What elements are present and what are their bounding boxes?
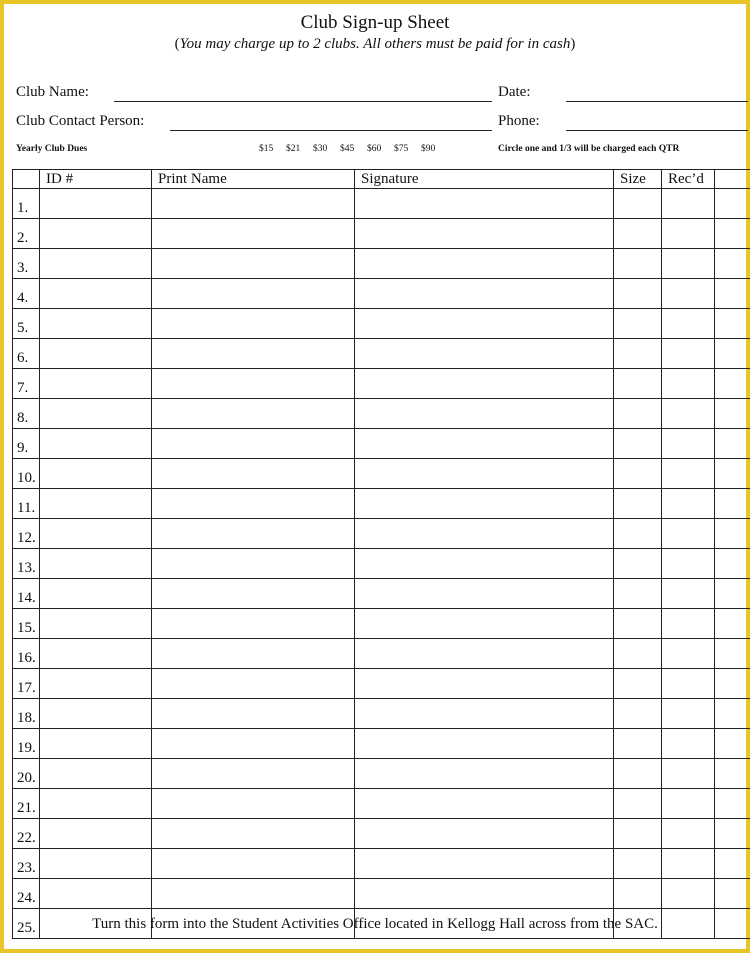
id-cell[interactable] bbox=[40, 489, 152, 519]
extra-cell[interactable] bbox=[715, 489, 750, 519]
received-cell[interactable] bbox=[662, 339, 715, 369]
contact-person-field[interactable] bbox=[170, 130, 492, 131]
received-cell[interactable] bbox=[662, 879, 715, 909]
signature-cell[interactable] bbox=[355, 219, 614, 249]
id-cell[interactable] bbox=[40, 549, 152, 579]
header-extra bbox=[715, 170, 750, 189]
size-cell[interactable] bbox=[614, 519, 662, 549]
signature-cell[interactable] bbox=[355, 489, 614, 519]
row-number: 21. bbox=[13, 789, 40, 819]
id-cell[interactable] bbox=[40, 249, 152, 279]
received-cell[interactable] bbox=[662, 189, 715, 219]
yearly-dues-label: Yearly Club Dues bbox=[16, 144, 88, 154]
signature-cell[interactable] bbox=[355, 639, 614, 669]
row-number: 6. bbox=[13, 339, 40, 369]
print-name-cell[interactable] bbox=[152, 249, 355, 279]
id-cell[interactable] bbox=[40, 219, 152, 249]
received-cell[interactable] bbox=[662, 309, 715, 339]
row-number: 16. bbox=[13, 639, 40, 669]
date-label: Date: bbox=[498, 84, 531, 100]
signature-cell[interactable] bbox=[355, 429, 614, 459]
print-name-cell[interactable] bbox=[152, 729, 355, 759]
table-row bbox=[13, 759, 750, 789]
extra-cell[interactable] bbox=[715, 699, 750, 729]
signature-cell[interactable] bbox=[355, 309, 614, 339]
dues-option[interactable]: $90 bbox=[421, 144, 436, 154]
extra-cell[interactable] bbox=[715, 609, 750, 639]
signup-table bbox=[12, 169, 750, 939]
print-name-cell[interactable] bbox=[152, 759, 355, 789]
received-cell[interactable] bbox=[662, 249, 715, 279]
row-number: 18. bbox=[13, 699, 40, 729]
table-header-row bbox=[13, 170, 750, 189]
row-number: 17. bbox=[13, 669, 40, 699]
row-number: 24. bbox=[13, 879, 40, 909]
size-cell[interactable] bbox=[614, 849, 662, 879]
id-cell[interactable] bbox=[40, 309, 152, 339]
print-name-cell[interactable] bbox=[152, 459, 355, 489]
table-row bbox=[13, 339, 750, 369]
size-cell[interactable] bbox=[614, 819, 662, 849]
size-cell[interactable] bbox=[614, 579, 662, 609]
dues-options bbox=[259, 144, 448, 154]
size-cell[interactable] bbox=[614, 279, 662, 309]
size-cell[interactable] bbox=[614, 639, 662, 669]
id-cell[interactable] bbox=[40, 339, 152, 369]
size-cell[interactable] bbox=[614, 249, 662, 279]
club-name-field[interactable] bbox=[114, 101, 492, 102]
id-cell[interactable] bbox=[40, 789, 152, 819]
row-number: 7. bbox=[13, 369, 40, 399]
signature-cell[interactable] bbox=[355, 279, 614, 309]
size-cell[interactable] bbox=[614, 339, 662, 369]
row-number: 10. bbox=[13, 459, 40, 489]
table-row bbox=[13, 459, 750, 489]
received-cell[interactable] bbox=[662, 279, 715, 309]
dues-option[interactable]: $45 bbox=[340, 144, 355, 154]
header-row-number bbox=[13, 170, 40, 189]
id-cell[interactable] bbox=[40, 279, 152, 309]
extra-cell[interactable] bbox=[715, 669, 750, 699]
print-name-cell[interactable] bbox=[152, 579, 355, 609]
id-cell[interactable] bbox=[40, 729, 152, 759]
table-row bbox=[13, 219, 750, 249]
signature-cell[interactable] bbox=[355, 369, 614, 399]
table-row bbox=[13, 189, 750, 219]
received-cell[interactable] bbox=[662, 729, 715, 759]
size-cell[interactable] bbox=[614, 189, 662, 219]
print-name-cell[interactable] bbox=[152, 609, 355, 639]
id-cell[interactable] bbox=[40, 189, 152, 219]
extra-cell[interactable] bbox=[715, 579, 750, 609]
print-name-cell[interactable] bbox=[152, 519, 355, 549]
table-row bbox=[13, 879, 750, 909]
print-name-cell[interactable] bbox=[152, 639, 355, 669]
club-name-label: Club Name: bbox=[16, 84, 89, 100]
size-cell[interactable] bbox=[614, 369, 662, 399]
signature-cell[interactable] bbox=[355, 729, 614, 759]
subtitle-open-paren: ( bbox=[174, 36, 180, 52]
signature-cell[interactable] bbox=[355, 609, 614, 639]
signature-cell[interactable] bbox=[355, 339, 614, 369]
row-number: 1. bbox=[13, 189, 40, 219]
header-print-name: Print Name bbox=[152, 170, 355, 189]
row-number: 14. bbox=[13, 579, 40, 609]
footer-instructions: Turn this form into the Student Activities Office located in Kellogg Hall across from the SAC. bbox=[92, 916, 658, 932]
row-number: 4. bbox=[13, 279, 40, 309]
extra-cell[interactable] bbox=[715, 729, 750, 759]
received-cell[interactable] bbox=[662, 459, 715, 489]
print-name-cell[interactable] bbox=[152, 219, 355, 249]
extra-cell[interactable] bbox=[715, 339, 750, 369]
table-row bbox=[13, 639, 750, 669]
page-title: Club Sign-up Sheet bbox=[300, 12, 450, 33]
received-cell[interactable] bbox=[662, 789, 715, 819]
date-field[interactable] bbox=[566, 101, 748, 102]
table-row bbox=[13, 699, 750, 729]
received-cell[interactable] bbox=[662, 489, 715, 519]
extra-cell[interactable] bbox=[715, 789, 750, 819]
header-signature: Signature bbox=[355, 170, 614, 189]
extra-cell[interactable] bbox=[715, 519, 750, 549]
table-row bbox=[13, 399, 750, 429]
received-cell[interactable] bbox=[662, 639, 715, 669]
size-cell[interactable] bbox=[614, 609, 662, 639]
table-row bbox=[13, 819, 750, 849]
print-name-cell[interactable] bbox=[152, 369, 355, 399]
size-cell[interactable] bbox=[614, 759, 662, 789]
size-cell[interactable] bbox=[614, 459, 662, 489]
received-cell[interactable] bbox=[662, 219, 715, 249]
row-number: 15. bbox=[13, 609, 40, 639]
received-cell[interactable] bbox=[662, 759, 715, 789]
signature-cell[interactable] bbox=[355, 669, 614, 699]
row-number: 2. bbox=[13, 219, 40, 249]
extra-cell[interactable] bbox=[715, 639, 750, 669]
phone-field[interactable] bbox=[566, 130, 748, 131]
page-subtitle bbox=[4, 36, 746, 53]
signature-cell[interactable] bbox=[355, 189, 614, 219]
print-name-cell[interactable] bbox=[152, 669, 355, 699]
size-cell[interactable] bbox=[614, 219, 662, 249]
signature-cell[interactable] bbox=[355, 399, 614, 429]
dues-note: Circle one and 1/3 will be charged each QTR bbox=[498, 144, 680, 154]
row-number: 19. bbox=[13, 729, 40, 759]
extra-cell[interactable] bbox=[715, 459, 750, 489]
row-number: 23. bbox=[13, 849, 40, 879]
signature-cell[interactable] bbox=[355, 519, 614, 549]
extra-cell[interactable] bbox=[715, 819, 750, 849]
phone-label: Phone: bbox=[498, 113, 540, 129]
signature-cell[interactable] bbox=[355, 699, 614, 729]
received-cell[interactable] bbox=[662, 579, 715, 609]
extra-cell[interactable] bbox=[715, 249, 750, 279]
received-cell[interactable] bbox=[662, 549, 715, 579]
signature-cell[interactable] bbox=[355, 849, 614, 879]
size-cell[interactable] bbox=[614, 429, 662, 459]
dues-option[interactable]: $30 bbox=[313, 144, 328, 154]
size-cell[interactable] bbox=[614, 309, 662, 339]
header-size: Size bbox=[614, 170, 662, 189]
extra-cell[interactable] bbox=[715, 219, 750, 249]
row-number: 9. bbox=[13, 429, 40, 459]
dues-option[interactable]: $75 bbox=[394, 144, 409, 154]
print-name-cell[interactable] bbox=[152, 189, 355, 219]
id-cell[interactable] bbox=[40, 639, 152, 669]
extra-cell[interactable] bbox=[715, 549, 750, 579]
table-row bbox=[13, 429, 750, 459]
size-cell[interactable] bbox=[614, 729, 662, 759]
row-number: 20. bbox=[13, 759, 40, 789]
print-name-cell[interactable] bbox=[152, 489, 355, 519]
header-id: ID # bbox=[40, 170, 152, 189]
table-row bbox=[13, 279, 750, 309]
table-row bbox=[13, 549, 750, 579]
id-cell[interactable] bbox=[40, 579, 152, 609]
extra-cell[interactable] bbox=[715, 189, 750, 219]
size-cell[interactable] bbox=[614, 789, 662, 819]
contact-person-label: Club Contact Person: bbox=[16, 113, 145, 129]
received-cell[interactable] bbox=[662, 669, 715, 699]
signature-cell[interactable] bbox=[355, 459, 614, 489]
id-cell[interactable] bbox=[40, 819, 152, 849]
table-row bbox=[13, 489, 750, 519]
extra-cell[interactable] bbox=[715, 399, 750, 429]
received-cell[interactable] bbox=[662, 429, 715, 459]
print-name-cell[interactable] bbox=[152, 789, 355, 819]
id-cell[interactable] bbox=[40, 399, 152, 429]
received-cell[interactable] bbox=[662, 609, 715, 639]
extra-cell[interactable] bbox=[715, 279, 750, 309]
id-cell[interactable] bbox=[40, 759, 152, 789]
table-row bbox=[13, 309, 750, 339]
received-cell[interactable] bbox=[662, 699, 715, 729]
received-cell[interactable] bbox=[662, 819, 715, 849]
size-cell[interactable] bbox=[614, 669, 662, 699]
received-cell[interactable] bbox=[662, 519, 715, 549]
size-cell[interactable] bbox=[614, 489, 662, 519]
received-cell[interactable] bbox=[662, 399, 715, 429]
dues-option[interactable]: $21 bbox=[286, 144, 301, 154]
print-name-cell[interactable] bbox=[152, 699, 355, 729]
received-cell[interactable] bbox=[662, 369, 715, 399]
extra-cell[interactable] bbox=[715, 849, 750, 879]
signature-cell[interactable] bbox=[355, 579, 614, 609]
extra-cell[interactable] bbox=[715, 759, 750, 789]
row-number: 22. bbox=[13, 819, 40, 849]
subtitle-close-paren: ) bbox=[570, 36, 576, 52]
print-name-cell[interactable] bbox=[152, 849, 355, 879]
extra-cell[interactable] bbox=[715, 309, 750, 339]
print-name-cell[interactable] bbox=[152, 339, 355, 369]
row-number: 5. bbox=[13, 309, 40, 339]
table-body bbox=[13, 189, 750, 939]
id-cell[interactable] bbox=[40, 879, 152, 909]
size-cell[interactable] bbox=[614, 699, 662, 729]
id-cell[interactable] bbox=[40, 699, 152, 729]
row-number: 3. bbox=[13, 249, 40, 279]
print-name-cell[interactable] bbox=[152, 879, 355, 909]
print-name-cell[interactable] bbox=[152, 279, 355, 309]
table-row bbox=[13, 849, 750, 879]
row-number: 8. bbox=[13, 399, 40, 429]
id-cell[interactable] bbox=[40, 669, 152, 699]
id-cell[interactable] bbox=[40, 519, 152, 549]
signature-cell[interactable] bbox=[355, 879, 614, 909]
dues-option[interactable]: $60 bbox=[367, 144, 382, 154]
table-row bbox=[13, 369, 750, 399]
print-name-cell[interactable] bbox=[152, 819, 355, 849]
signature-cell[interactable] bbox=[355, 789, 614, 819]
row-number: 11. bbox=[13, 489, 40, 519]
size-cell[interactable] bbox=[614, 549, 662, 579]
id-cell[interactable] bbox=[40, 609, 152, 639]
table-row bbox=[13, 609, 750, 639]
row-number: 13. bbox=[13, 549, 40, 579]
print-name-cell[interactable] bbox=[152, 309, 355, 339]
signature-cell[interactable] bbox=[355, 759, 614, 789]
signature-cell[interactable] bbox=[355, 549, 614, 579]
print-name-cell[interactable] bbox=[152, 549, 355, 579]
id-cell[interactable] bbox=[40, 429, 152, 459]
dues-option[interactable]: $15 bbox=[259, 144, 274, 154]
id-cell[interactable] bbox=[40, 849, 152, 879]
header-received: Rec’d bbox=[662, 170, 715, 189]
id-cell[interactable] bbox=[40, 459, 152, 489]
table-row bbox=[13, 249, 750, 279]
row-number: 25. bbox=[13, 909, 40, 939]
row-number: 12. bbox=[13, 519, 40, 549]
table-row bbox=[13, 669, 750, 699]
print-name-cell[interactable] bbox=[152, 429, 355, 459]
table-row bbox=[13, 729, 750, 759]
table-row bbox=[13, 579, 750, 609]
size-cell[interactable] bbox=[614, 879, 662, 909]
extra-cell[interactable] bbox=[715, 429, 750, 459]
signature-cell[interactable] bbox=[355, 819, 614, 849]
subtitle-text: You may charge up to 2 clubs. All others must be paid for in cash bbox=[179, 36, 571, 52]
received-cell[interactable] bbox=[662, 849, 715, 879]
print-name-cell[interactable] bbox=[152, 399, 355, 429]
id-cell[interactable] bbox=[40, 369, 152, 399]
table-row bbox=[13, 519, 750, 549]
table-row bbox=[13, 789, 750, 819]
signature-cell[interactable] bbox=[355, 249, 614, 279]
extra-cell[interactable] bbox=[715, 879, 750, 909]
extra-cell[interactable] bbox=[715, 369, 750, 399]
size-cell[interactable] bbox=[614, 399, 662, 429]
